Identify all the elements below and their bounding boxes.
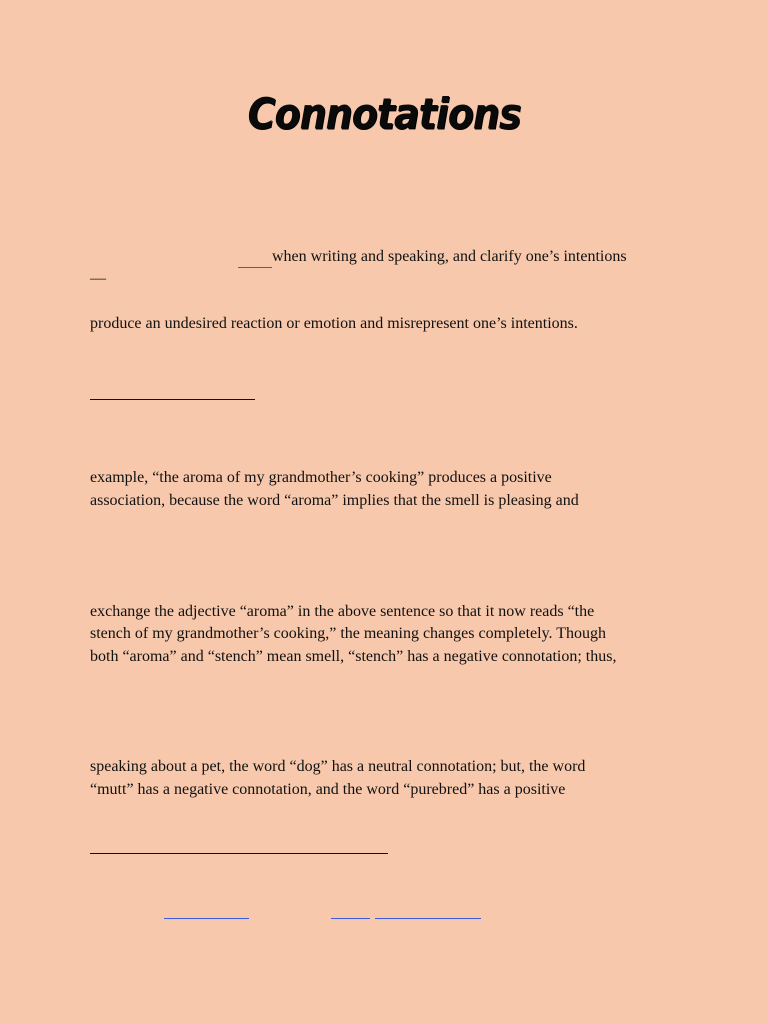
p1-line-2: — — [90, 270, 106, 287]
p5-line-2: “mutt” has a negative connotation, and the word “purebred” has a positive — [90, 781, 566, 798]
blank-rule-long — [90, 853, 388, 854]
p3-line-1: example, “the aroma of my grandmother’s cooking” produces a positive — [90, 469, 552, 486]
p4-line-1: exchange the adjective “aroma” in the above sentence so that it now reads “the — [90, 603, 595, 620]
p3-line-2: association, because the word “aroma” implies that the smell is pleasing and — [90, 492, 579, 509]
link-underline[interactable] — [331, 918, 370, 919]
blank-rule — [90, 399, 255, 400]
p5-line-1: speaking about a pet, the word “dog” has a neutral connotation; but, the word — [90, 758, 586, 775]
p4-line-2: stench of my grandmother’s cooking,” the meaning changes completely. Though — [90, 625, 607, 642]
p4-line-3: both “aroma” and “stench” mean smell, “stench” has a negative connotation; thus, — [90, 648, 617, 665]
link-underline[interactable] — [164, 918, 249, 919]
p1-line-1: when writing and speaking, and clarify one’s intentions — [272, 248, 627, 265]
link-underline[interactable] — [238, 267, 272, 268]
link-underline[interactable] — [375, 918, 481, 919]
page-title: Connotations — [247, 89, 521, 139]
p2-line-1: produce an undesired reaction or emotion and misrepresent one’s intentions. — [90, 315, 578, 332]
